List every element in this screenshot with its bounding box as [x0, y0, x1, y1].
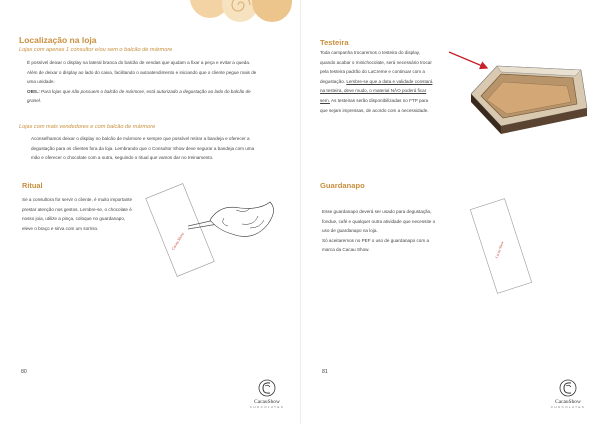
obs-text: Para lojas que não possuem o balcão de mármore, está autorizado a degustação ao lado do balcão de granel.: [27, 88, 251, 104]
napkin-illustration: [465, 196, 537, 296]
paragraph-ritual: Se a consultora for servir o cliente, é muito importante prestar atenção nos gestos. Lembre-se, o chocolate é nosso joia, utilize a pinça, coloque no guardanapo, eleve o braço e sirva com um sorriso.: [22, 197, 133, 231]
display-illustration: [441, 42, 596, 142]
napkin-print: Cacau Show: [494, 240, 505, 259]
cacau-show-logo: [545, 378, 591, 409]
testeira-text-3: As testeiras serão disponibilizadas no FTP para que sejam impressas, de acordo com a necessidade.: [320, 97, 429, 113]
logo-mark-icon: [257, 378, 277, 398]
logo-tagline: CHOCOLATES: [550, 405, 586, 409]
logo-name: CacauShow: [254, 399, 280, 405]
section-title-guardanapo: Guardanapo: [320, 181, 365, 190]
logo-tagline: CHOCOLATES: [249, 405, 285, 409]
subtitle-lojas-mais-vendedores: Lojas com mais vendedores e com balcão de mármore: [19, 124, 156, 130]
guardanapo-text: [322, 207, 436, 255]
cacau-show-logo: [244, 378, 290, 409]
logo-mark-icon: [558, 378, 578, 398]
swirl-icon: [228, 0, 254, 18]
testeira-text-2: Lembre-se que a data e validade constará na testeira, deve mudo, o material NÃO poderá ficar sem.: [320, 78, 433, 103]
section-title-ritual: Ritual: [22, 181, 43, 190]
guardanapo-text-1: Esse guardanapo deverá ser usado para degustação, fondue, café e qualquer outra atividade que necessite o uso de guardanapo na loja.: [322, 209, 436, 234]
paragraph-text: É possível deixar o display na lateral branca do balcão de vendas que ajudam a fixar a peça e evitar a queda. Além de deixar o display ao lado do caixa, facilitando o autoatendimento e iniciando que o cliente pegue mais de uma unidade.: [27, 60, 257, 85]
napkin-tongs-illustration: [140, 180, 290, 280]
section-title-testeira: Testeira: [320, 38, 349, 47]
subtitle-lojas-1-consultor: Lojas com apenas 1 consultor e/ou sem o balcão de mármore: [19, 47, 173, 53]
testeira-text: [320, 48, 434, 115]
right-page: [300, 0, 600, 424]
page-number: 81: [322, 369, 328, 375]
testeira-text-1: Toda campanha trocaremos o testeira do display, quando acabar o minichocolate, será necessário trocar pela testeira padrão do LaCreme e continuar com a degustação.: [320, 50, 432, 84]
red-arrow-icon: [449, 52, 487, 68]
napkin-print: Cacau Show: [170, 231, 186, 251]
guardanapo-text-2: Só aceitaremos no PEF o uso de guardanapo com a marca da Cacau Show.: [322, 237, 429, 253]
paragraph-display-lateral: [27, 58, 259, 106]
logo-name: CacauShow: [555, 399, 581, 405]
paragraph-balcao-marmore: Aconselhamos deixar o display no balcão de mármore e sempre que possível retirar a bandeja e oferecer a degustação para os clientes fora da loja. Lembrando que o Consultor Show deve segurar a bandeja com uma mão e oferecer o chocolate com a outra, seguindo o ritual que vamos dar no treinamento.: [31, 136, 255, 161]
obs-label: OBS.:: [27, 88, 40, 94]
page-number: 80: [21, 369, 27, 375]
section-title-localizacao: Localização na loja: [19, 35, 97, 45]
